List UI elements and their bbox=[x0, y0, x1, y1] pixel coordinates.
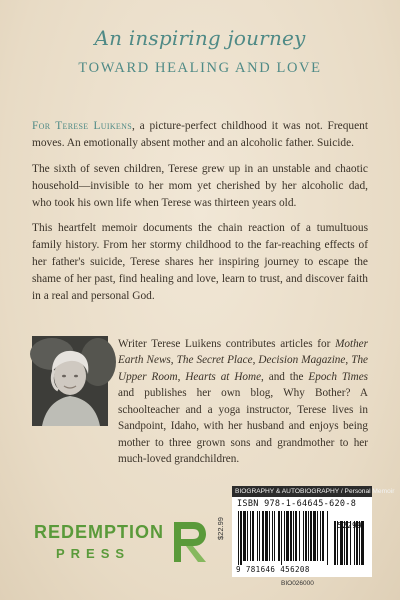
barcode-bar bbox=[274, 511, 275, 561]
publication-4: The Upper Room bbox=[118, 354, 369, 383]
category-bar: BIOGRAPHY & AUTOBIOGRAPHY / Personal Memoir bbox=[232, 486, 372, 497]
barcode-bar bbox=[293, 511, 294, 561]
barcode-bar bbox=[250, 511, 251, 561]
addon-bar bbox=[334, 521, 336, 565]
author-section bbox=[32, 336, 369, 466]
addon-number: 52299 bbox=[337, 521, 362, 530]
publisher-logo bbox=[34, 516, 204, 572]
bisac-code: BIO026000 bbox=[281, 580, 314, 587]
barcode-bar bbox=[259, 511, 260, 561]
barcode-bar bbox=[284, 511, 285, 561]
tagline-caps: TOWARD HEALING AND LOVE bbox=[78, 60, 322, 76]
publication-3: Decision Magazine bbox=[258, 354, 346, 367]
barcode-bar bbox=[278, 511, 280, 561]
bio-separator-5: , and the bbox=[261, 370, 309, 383]
barcode-bar bbox=[299, 511, 300, 561]
barcode-bar bbox=[327, 511, 328, 565]
barcode-bar bbox=[322, 511, 324, 561]
barcode-bar bbox=[313, 511, 316, 561]
description-paragraph-1 bbox=[32, 118, 368, 152]
barcode-bar bbox=[262, 511, 264, 561]
bio-text-2: and publishes her own blog, Why Bother? A schoolteacher and a yoga instructor, Terese lives in Sandpoint, Idaho, with her husband and enjoys being mother to three grown sons and grandmother to her much-loved grandchildren. bbox=[118, 387, 368, 466]
book-description bbox=[32, 118, 368, 314]
barcode-bar bbox=[317, 511, 318, 561]
bio-separator-4: , bbox=[177, 370, 186, 383]
barcode-bar bbox=[295, 511, 297, 561]
barcode-area bbox=[232, 486, 395, 586]
publication-1: Mother Earth News bbox=[118, 338, 368, 367]
barcode-bar bbox=[305, 511, 307, 561]
bio-separator-1: , bbox=[170, 354, 177, 367]
barcode-box bbox=[232, 497, 372, 577]
barcode-bar bbox=[310, 511, 312, 561]
barcode-bar bbox=[243, 511, 246, 561]
barcode-bar bbox=[257, 511, 258, 561]
barcode-bar bbox=[308, 511, 309, 561]
publisher-mark-icon bbox=[172, 518, 208, 566]
barcode-bar bbox=[265, 511, 268, 561]
description-paragraph-2: The sixth of seven children, Terese grew up in an unstable and chaotic household—invisible to her mom yet cherished by her alcoholic dad, who took his own life when Terese was thirteen years old. bbox=[32, 162, 368, 209]
publication-5: Hearts at Home bbox=[185, 370, 262, 383]
barcode-bar bbox=[281, 511, 282, 565]
barcode-bar bbox=[240, 511, 242, 565]
bio-text-1: Writer Terese Luikens contributes articles for bbox=[118, 338, 336, 350]
barcode-bar bbox=[247, 511, 248, 561]
barcode-bar bbox=[238, 511, 239, 565]
author-bio bbox=[118, 336, 368, 468]
barcode-bar bbox=[272, 511, 273, 561]
barcode-bar bbox=[269, 511, 270, 561]
ean-digits bbox=[236, 521, 368, 574]
bio-separator-2: , bbox=[252, 354, 259, 367]
publication-2: The Secret Place bbox=[176, 354, 253, 367]
barcode-bars bbox=[236, 511, 368, 565]
barcode-bar bbox=[303, 511, 304, 561]
author-photo bbox=[32, 336, 108, 426]
tagline-script: An inspiring journey bbox=[94, 26, 306, 50]
publication-6: Epoch Times bbox=[308, 370, 369, 383]
description-paragraph-3: This heartfelt memoir documents the chain reaction of a tumultuous family history. From her stormy childhood to the far-reaching effects of her father's suicide, Terese shares her inspiring journey to escape the shame of her past, find healing and love, learn to trust, and discover faith in a real and personal God. bbox=[32, 222, 368, 302]
barcode-bar bbox=[290, 511, 292, 561]
ean-number: 9 781646 456208 bbox=[236, 565, 310, 574]
bio-separator-3: , bbox=[345, 354, 352, 367]
barcode-bar bbox=[252, 511, 254, 561]
paragraph-1-text: , a picture-perfect childhood it was not. Frequent moves. An emotionally absent mother and an alcoholic father. Suicide. bbox=[32, 120, 368, 149]
lead-in: For Terese Luikens bbox=[32, 120, 132, 132]
publisher-name-line-2: PRESS bbox=[56, 546, 131, 561]
price-label: $22.99 bbox=[216, 517, 225, 540]
barcode-bar bbox=[286, 511, 289, 561]
publisher-name-line-1: REDEMPTION bbox=[34, 522, 165, 542]
isbn-label: ISBN 978-1-64645-620-8 bbox=[237, 499, 357, 509]
barcode-bar bbox=[320, 511, 321, 561]
